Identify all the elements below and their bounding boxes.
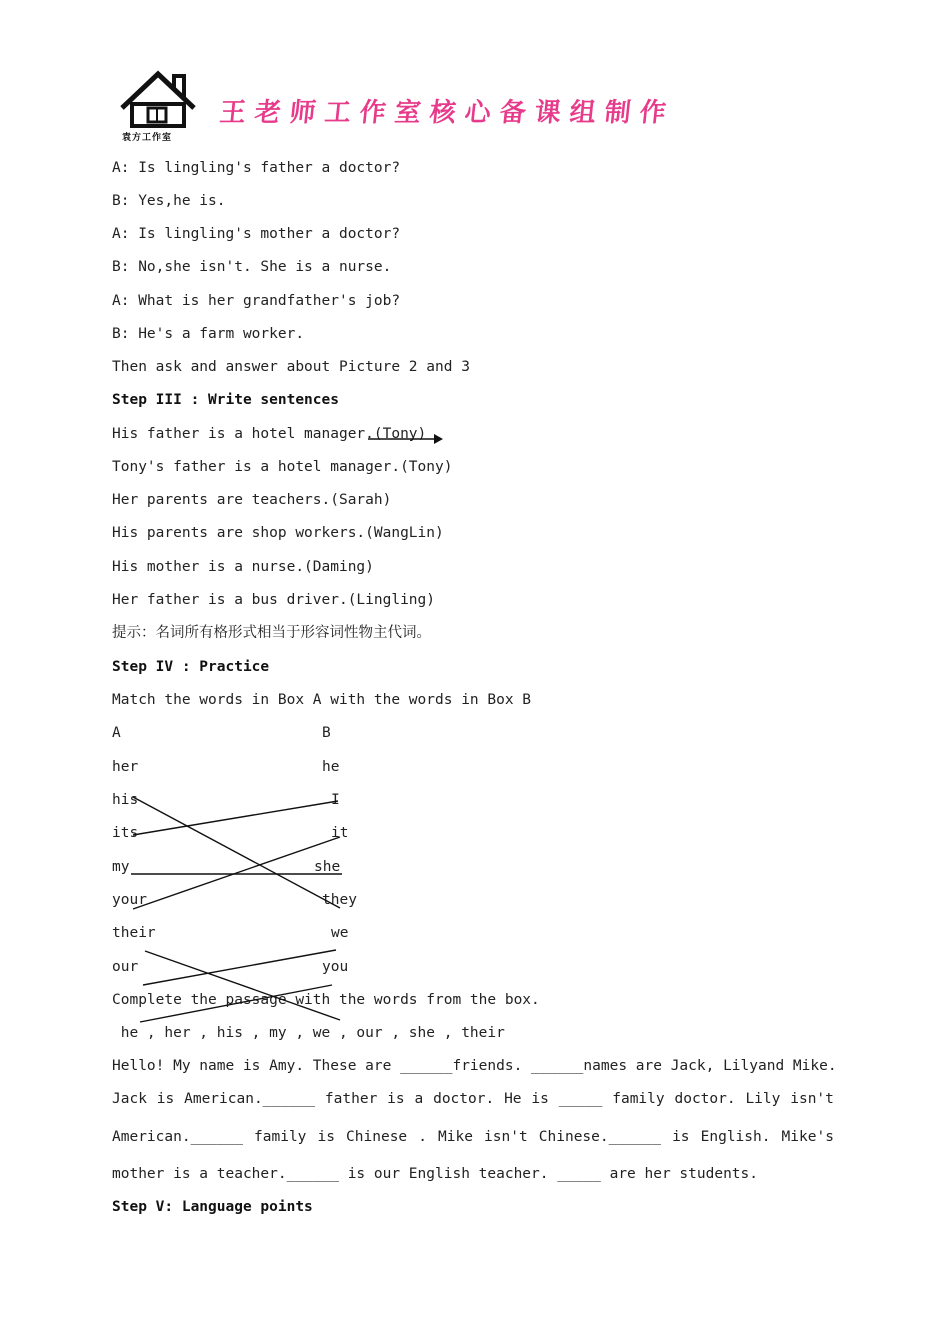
header-title: 王老师工作室核心备课组制作: [218, 98, 677, 128]
passage-word: English.: [700, 1129, 771, 1145]
passage-word: a: [414, 1091, 424, 1107]
logo-caption: 袁方工作室: [122, 133, 173, 143]
passage-word: is: [672, 1129, 690, 1145]
passage-word: American.______: [184, 1091, 316, 1107]
passage-word: is: [531, 1091, 549, 1107]
step5-heading: Step V: Language points: [112, 1199, 313, 1215]
dialogue-line: A: What is her grandfather's job?: [112, 293, 401, 309]
passage-word: Lily: [745, 1091, 781, 1107]
passage-word: is: [317, 1129, 335, 1145]
sentence: His parents are shop workers.(WangLin): [112, 525, 444, 541]
step4-heading: Step IV : Practice: [112, 659, 270, 675]
dialogue-line: B: He's a farm worker.: [112, 326, 305, 342]
passage-word: is: [156, 1091, 175, 1107]
word-box: he , her , his , my , we , our , she , their: [112, 1025, 505, 1041]
step3-heading: Step III : Write sentences: [112, 392, 339, 408]
match-line: [143, 950, 336, 985]
box-a-word: their: [112, 925, 156, 941]
box-b-label: B: [322, 725, 331, 741]
passage-line: mother is a teacher.______ is our English teacher. _____ are her students.: [112, 1166, 759, 1182]
passage-word: .: [418, 1129, 427, 1145]
passage-word: Chinese: [346, 1129, 408, 1145]
passage-line: [112, 1090, 834, 1108]
match-line: [133, 837, 340, 909]
page-header: [118, 68, 778, 144]
passage-word: Jack: [112, 1091, 147, 1107]
sentence: Her parents are teachers.(Sarah): [112, 492, 392, 508]
passage-line: [112, 1128, 834, 1146]
dialogue-line: B: No,she isn't. She is a nurse.: [112, 259, 392, 275]
passage-word: Chinese.______: [538, 1129, 661, 1145]
box-b-word: she: [314, 859, 341, 875]
box-b-word: I: [331, 792, 340, 808]
dialogue-line: Then ask and answer about Picture 2 and 3: [112, 359, 470, 375]
box-b-word: they: [322, 892, 357, 908]
match-line: [145, 951, 340, 1020]
match-instruction: Match the words in Box A with the words in Box B: [112, 692, 532, 708]
sentence: Tony's father is a hotel manager.(Tony): [112, 459, 453, 475]
box-a-word: his: [112, 792, 139, 808]
box-b-word: we: [331, 925, 349, 941]
passage-word: family: [254, 1129, 307, 1145]
dialogue-line: A: Is lingling's father a doctor?: [112, 160, 401, 176]
box-b-word: it: [331, 825, 349, 841]
passage-word: American.______: [112, 1129, 243, 1145]
box-a-label: A: [112, 725, 121, 741]
box-a-word: my: [112, 859, 130, 875]
box-a-word: your: [112, 892, 147, 908]
passage-word: _____: [558, 1091, 603, 1107]
passage-word: doctor.: [433, 1091, 495, 1107]
dialogue-line: A: Is lingling's mother a doctor?: [112, 226, 401, 242]
sentence: His mother is a nurse.(Daming): [112, 559, 374, 575]
complete-instruction: Complete the passage with the words from the box.: [112, 992, 540, 1008]
box-b-word: he: [322, 759, 340, 775]
passage-word: Mike: [438, 1129, 473, 1145]
passage-word: He: [504, 1091, 522, 1107]
match-line: [133, 801, 338, 835]
passage-word: is: [387, 1091, 405, 1107]
passage-word: isn't: [790, 1091, 834, 1107]
box-b-word: you: [322, 959, 349, 975]
passage-line: Hello! My name is Amy. These are ______friends. ______names are Jack, Lilyand Mike.: [112, 1058, 837, 1074]
passage-word: family: [612, 1091, 665, 1107]
passage-word: doctor.: [674, 1091, 736, 1107]
sentence: His father is a hotel manager.(Tony): [112, 426, 427, 442]
box-a-word: her: [112, 759, 139, 775]
match-line: [133, 797, 340, 908]
passage-word: Mike's: [781, 1129, 834, 1145]
passage-word: father: [324, 1091, 378, 1107]
tip-text: 提示：名词所有格形式相当于形容词性物主代词。: [112, 625, 431, 641]
passage-word: isn't: [484, 1129, 528, 1145]
sentence: Her father is a bus driver.(Lingling): [112, 592, 436, 608]
match-lines: [131, 797, 342, 1022]
box-a-word: our: [112, 959, 139, 975]
dialogue-line: B: Yes,he is.: [112, 193, 226, 209]
box-a-word: its: [112, 825, 139, 841]
